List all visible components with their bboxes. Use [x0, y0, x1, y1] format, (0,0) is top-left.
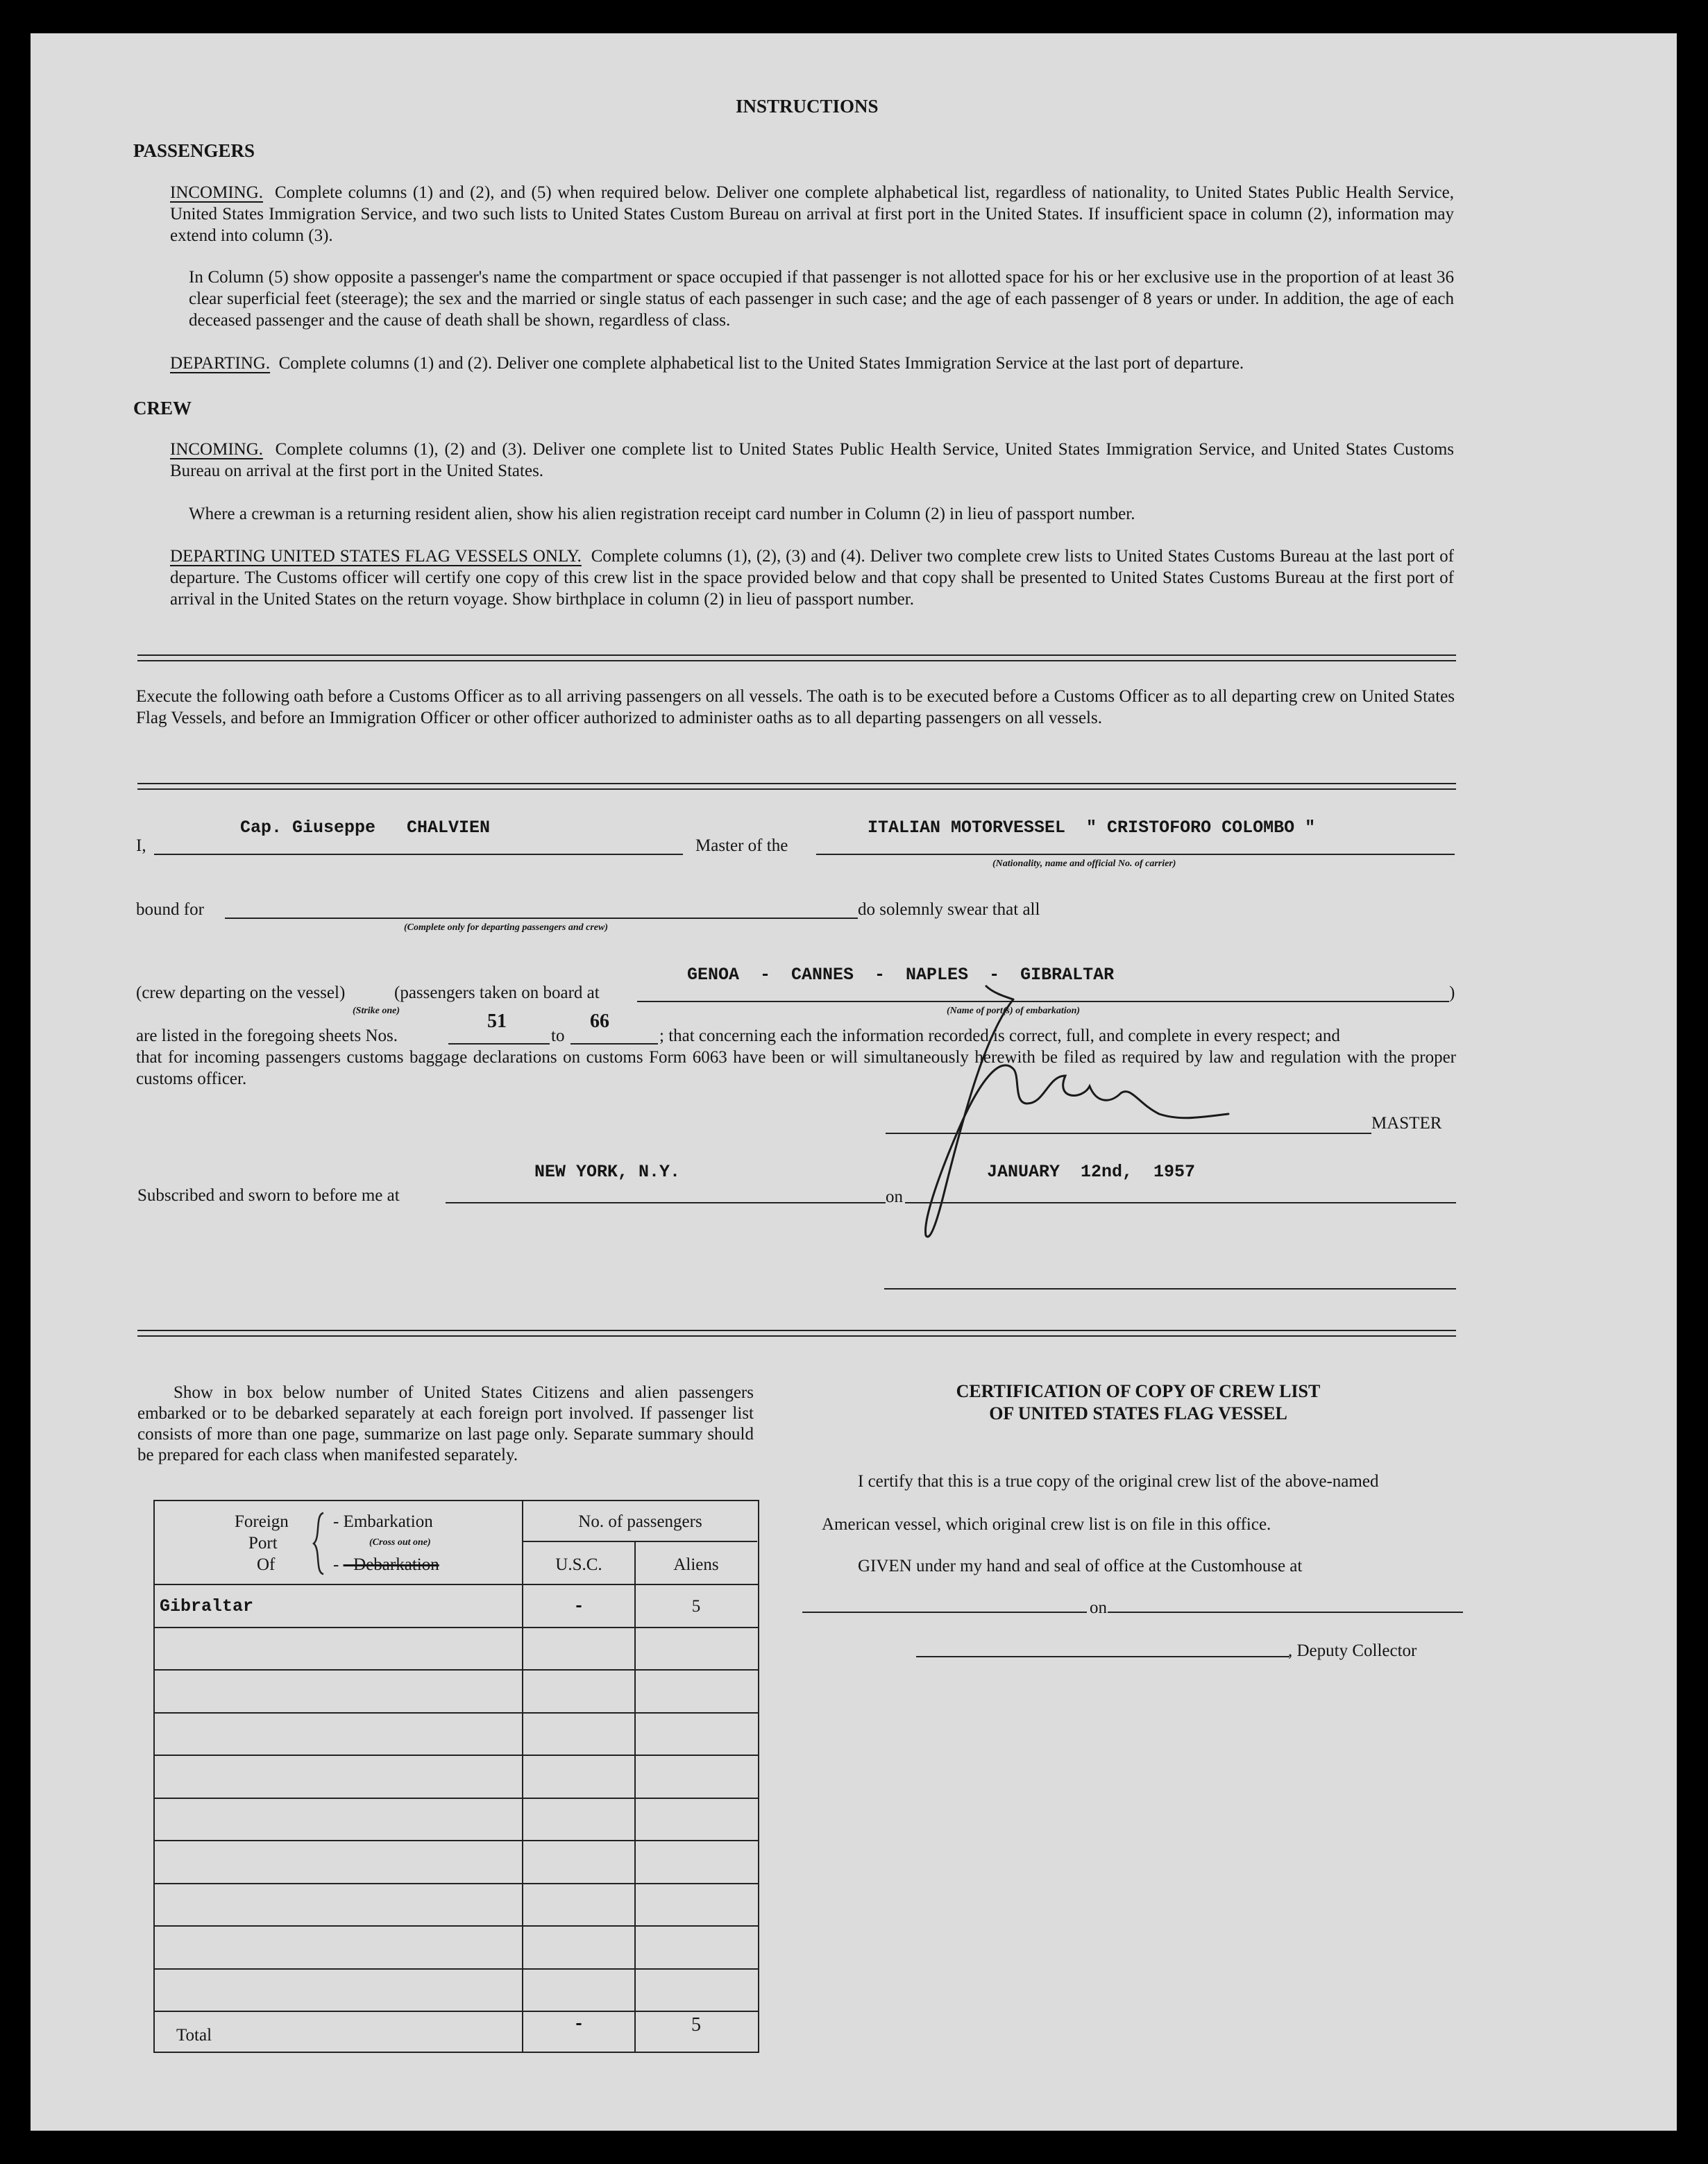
- crew-departing-paragraph: [170, 546, 1454, 610]
- header-aliens: Aliens: [673, 1555, 719, 1574]
- oath-intro: Execute the following oath before a Customs Officer as to all arriving passengers on all vessels. The oath is to be executed before a Customs Officer as to all departing crew on United States Flag Vessels, and before an Immigration Officer or other officer authorized to administer oaths as to all departing passengers on all vessels.: [136, 687, 1455, 727]
- row-usc: -: [573, 1596, 584, 1616]
- master-name-line: [154, 854, 683, 855]
- crew-departing-option: (crew departing on the vessel): [136, 983, 346, 1002]
- crew-incoming-text: Complete columns (1), (2) and (3). Deliver one complete list to United States Public Health Service, United States Immigration Service, and United States Customs Bureau on arrival at the first port in the United States.: [170, 440, 1454, 480]
- column5-paragraph: In Column (5) show opposite a passenger's name the compartment or space occupied if that passenger is not allotted space for his or her exclusive use in the proportion of at least 36 clear superficial feet (steerage); the sex and the married or single status of each passenger in such case; and the age of each passenger of 8 years or under. In addition, the age of each deceased passenger and the cause of death shall be shown, regardless of class.: [189, 268, 1454, 330]
- given-line: GIVEN under my hand and seal of office at the Customhouse at: [858, 1557, 1303, 1575]
- header-of: Of: [257, 1555, 276, 1574]
- table-row-divider: [153, 2011, 758, 2012]
- vessel-name: ITALIAN MOTORVESSEL " CRISTOFORO COLOMBO ": [868, 818, 1316, 838]
- sheet-from: 51: [487, 1011, 507, 1032]
- customhouse-line: [802, 1612, 1087, 1613]
- section-divider: [137, 1330, 1456, 1337]
- i-label: I,: [136, 836, 146, 855]
- instructions-title: INSTRUCTIONS: [736, 96, 879, 117]
- cert-date-line: [1108, 1612, 1463, 1613]
- certification-title-2: OF UNITED STATES FLAG VESSEL: [989, 1403, 1287, 1423]
- master-of-label: Master of the: [695, 836, 788, 855]
- table-column-divider: [634, 1541, 636, 2052]
- incoming-text: Complete columns (1) and (2), and (5) when required below. Deliver one complete alphabetical list, regardless of nationality, to United States Public Health Service, United States Immigration Service, and two such lists to United States Custom Bureau on arrival at first port in the United States. If insufficient space in column (2), information may extend into column (3).: [170, 183, 1455, 245]
- crew-heading: CREW: [133, 398, 192, 419]
- bound-for-label: bound for: [136, 900, 204, 919]
- crew-departing-label: DEPARTING UNITED STATES FLAG VESSELS ONLY.: [170, 547, 582, 566]
- table-row-divider: [153, 1627, 758, 1628]
- vessel-line: [816, 854, 1455, 855]
- officer-signature-line: [884, 1288, 1456, 1290]
- certification-title-1: CERTIFICATION OF COPY OF CREW LIST: [956, 1381, 1321, 1401]
- deputy-label: , Deputy Collector: [1288, 1641, 1417, 1660]
- sworn-date: JANUARY 12nd, 1957: [987, 1162, 1196, 1182]
- ports-caption: (Name of port(s) of embarkation): [947, 1006, 1081, 1016]
- departing-label: DEPARTING.: [170, 354, 271, 373]
- strike-caption: (Strike one): [353, 1006, 400, 1016]
- passengers-departing-paragraph: [170, 353, 1454, 374]
- table-row-divider: [153, 1840, 758, 1841]
- total-label: Total: [176, 2026, 212, 2045]
- signature-icon: [881, 972, 1270, 1249]
- brace-icon: [311, 1510, 328, 1577]
- passengers-heading: PASSENGERS: [133, 140, 255, 161]
- subscribed-label: Subscribed and sworn to before me at: [137, 1186, 400, 1205]
- crew-incoming-paragraph: [170, 439, 1454, 482]
- header-foreign: Foreign: [235, 1512, 289, 1531]
- total-usc: -: [573, 2014, 584, 2034]
- sheet-to-line: [570, 1043, 658, 1045]
- table-header-divider: [523, 1541, 757, 1542]
- place-line: [446, 1202, 886, 1203]
- header-port: Port: [248, 1534, 278, 1553]
- listed-label: are listed in the foregoing sheets Nos.: [136, 1026, 398, 1045]
- crew-departing-text: Complete columns (1), (2), (3) and (4). Deliver two complete crew lists to United States Customs Bureau at the last port of departure. The Customs officer will certify one copy of this crew list in the space provided below and that copy shall be presented to United States Customs Bureau at the first port of arrival in the United States on the return voyage. Show birthplace in column (2) in lieu of passport number.: [170, 547, 1454, 609]
- table-row-divider: [153, 1883, 758, 1884]
- master-name: Cap. Giuseppe CHALVIEN: [240, 818, 491, 838]
- certify-line-1: I certify that this is a true copy of the original crew list of the above-named: [858, 1472, 1379, 1491]
- row-aliens: 5: [691, 1597, 701, 1616]
- crew-incoming-label: INCOMING.: [170, 440, 264, 459]
- passengers-taken-option: (passengers taken on board at: [394, 983, 600, 1002]
- embarkation-ports: GENOA - CANNES - NAPLES - GIBRALTAR: [687, 965, 1115, 985]
- close-paren: ): [1449, 983, 1455, 1002]
- sheet-from-line: [448, 1043, 550, 1045]
- sworn-place: NEW YORK, N.Y.: [534, 1162, 681, 1182]
- to-label: to: [551, 1026, 565, 1045]
- bound-caption: (Complete only for departing passengers and crew): [404, 922, 608, 933]
- header-debarkation: - - Debarkation: [333, 1555, 439, 1574]
- cert-on-label: on: [1090, 1598, 1107, 1617]
- header-cross-out: (Cross out one): [369, 1537, 431, 1548]
- departing-text: Complete columns (1) and (2). Deliver one complete alphabetical list to the United States Immigration Service at the last port of departure.: [278, 354, 1244, 373]
- table-row-divider: [153, 1968, 758, 1970]
- master-signature-line: [886, 1133, 1371, 1134]
- table-row-divider: [153, 1712, 758, 1714]
- table-row-divider: [153, 1755, 758, 1756]
- table-row-divider: [153, 1669, 758, 1671]
- passengers-incoming-paragraph: [170, 182, 1454, 246]
- certify-line-2: American vessel, which original crew list is on file in this office.: [822, 1515, 1271, 1534]
- passenger-summary-table: [153, 1500, 759, 2053]
- header-no-passengers: No. of passengers: [578, 1512, 702, 1531]
- listed-rest: ; that concerning each the information recorded is correct, full, and complete in every respect; and: [659, 1026, 1340, 1045]
- section-divider: [137, 654, 1456, 661]
- deputy-signature-line: [916, 1656, 1290, 1657]
- sheet-to: 66: [590, 1011, 609, 1032]
- master-label: MASTER: [1371, 1114, 1442, 1133]
- total-aliens: 5: [691, 2014, 701, 2036]
- section-divider: [137, 783, 1456, 790]
- vessel-caption: (Nationality, name and official No. of carrier): [992, 859, 1176, 869]
- date-line: [905, 1202, 1456, 1203]
- row-port: Gibraltar: [160, 1596, 254, 1616]
- on-label: on: [886, 1187, 903, 1206]
- swear-label: do solemnly swear that all: [858, 900, 1040, 919]
- incoming-label: INCOMING.: [170, 183, 264, 202]
- baggage-text: that for incoming passengers customs baggage declarations on customs Form 6063 have been or will simultaneously herewith be filed as required by law and regulation with the proper customs officer.: [136, 1048, 1456, 1088]
- header-embarkation: - Embarkation: [333, 1512, 433, 1531]
- table-header-bottom: [153, 1584, 758, 1585]
- table-row-divider: [153, 1925, 758, 1927]
- bound-for-line: [225, 918, 858, 919]
- header-usc: U.S.C.: [555, 1555, 602, 1574]
- debarkation-struck: - Debarkation: [343, 1555, 439, 1574]
- table-row-divider: [153, 1798, 758, 1799]
- crewman-paragraph: Where a crewman is a returning resident alien, show his alien registration receipt card number in Column (2) in lieu of passport number.: [189, 505, 1135, 523]
- summary-instructions: Show in box below number of United States Citizens and alien passengers embarked or to be debarked separately at each foreign port involved. If passenger list consists of more than one page, summarize on last page only. Separate summary should be prepared for each class when manifested separately.: [137, 1383, 754, 1464]
